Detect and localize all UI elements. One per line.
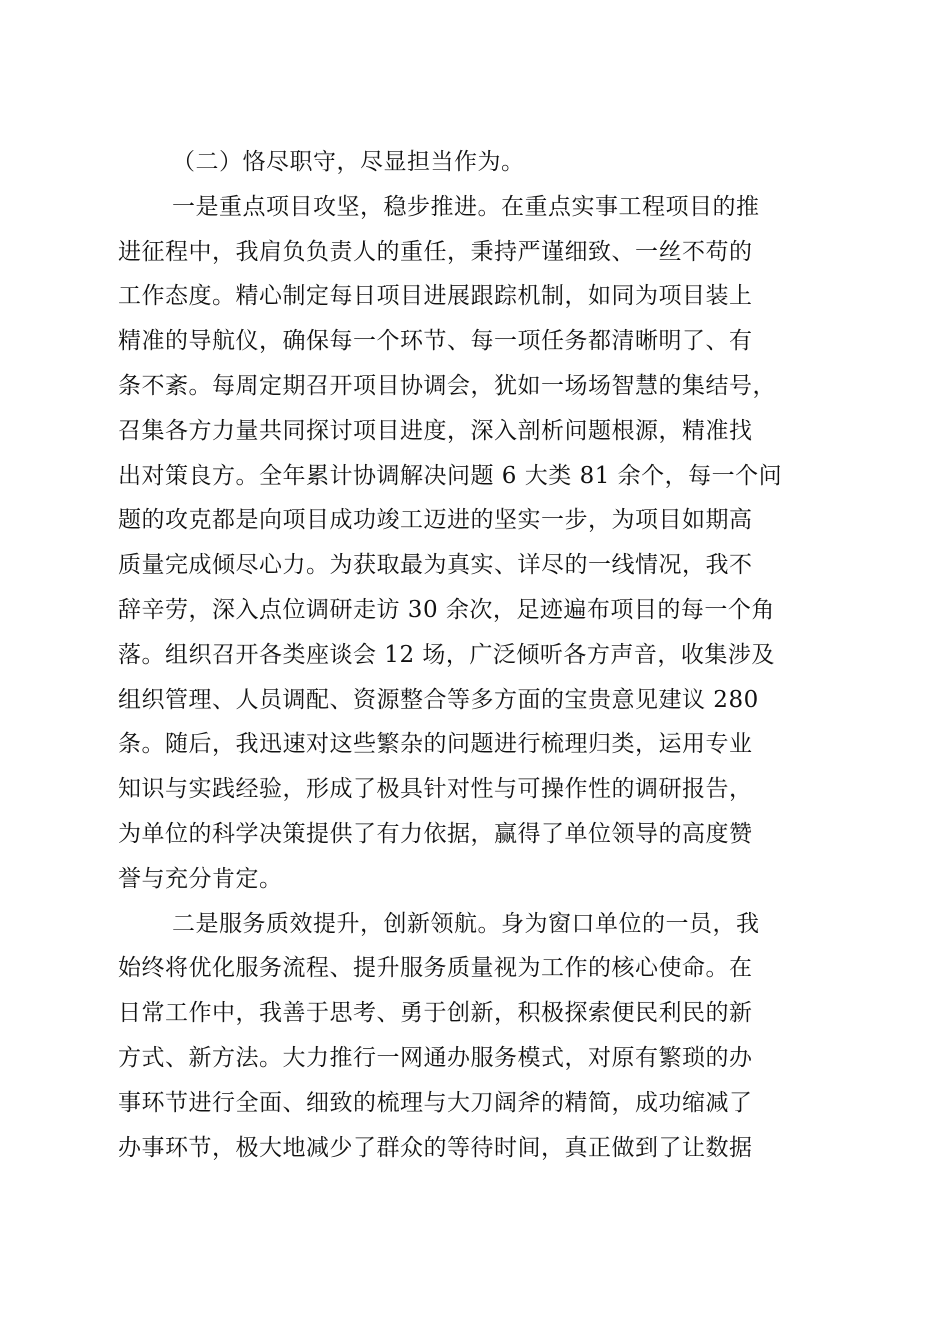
paragraph-line: 一是重点项目攻坚，稳步推进。在重点实事工程项目的推 xyxy=(172,193,760,220)
paragraph-line: 条不紊。每周定期召开项目协调会，犹如一场场智慧的集结号， xyxy=(118,372,776,399)
paragraph-line: 日常工作中，我善于思考、勇于创新，积极探索便民利民的新 xyxy=(118,1000,753,1027)
paragraph-line: 组织管理、人员调配、资源整合等多方面的宝贵意见建议 280 xyxy=(118,686,759,713)
paragraph-line: 质量完成倾尽心力。为获取最为真实、详尽的一线情况，我不 xyxy=(118,552,753,579)
paragraph-line: 事环节进行全面、细致的梳理与大刀阔斧的精简，成功缩减了 xyxy=(118,1089,753,1116)
paragraph-line: 辞辛劳，深入点位调研走访 30 余次，足迹遍布项目的每一个角 xyxy=(118,596,775,623)
paragraph-line: 条。随后，我迅速对这些繁杂的问题进行梳理归类，运用专业 xyxy=(118,731,753,758)
paragraph-line: 出对策良方。全年累计协调解决问题 6 大类 81 余个，每一个问 xyxy=(118,462,783,489)
paragraph-line: 题的攻克都是向项目成功竣工迈进的坚实一步，为项目如期高 xyxy=(118,507,753,534)
paragraph-line: 始终将优化服务流程、提升服务质量视为工作的核心使命。在 xyxy=(118,955,753,982)
paragraph-line: 誉与充分肯定。 xyxy=(118,865,283,892)
paragraph-line: 知识与实践经验，形成了极具针对性与可操作性的调研报告， xyxy=(118,776,753,803)
paragraph-line: 办事环节，极大地减少了群众的等待时间，真正做到了让数据 xyxy=(118,1134,753,1161)
paragraph-service-quality xyxy=(118,902,830,1171)
paragraph-line: 工作态度。精心制定每日项目进展跟踪机制，如同为项目装上 xyxy=(118,283,753,310)
paragraph-line: 方式、新方法。大力推行一网通办服务模式，对原有繁琐的办 xyxy=(118,1044,753,1071)
paragraph-line: 召集各方力量共同探讨项目进度，深入剖析问题根源，精准找 xyxy=(118,417,753,444)
paragraph-line: 落。组织召开各类座谈会 12 场，广泛倾听各方声音，收集涉及 xyxy=(118,641,775,668)
paragraph-key-projects xyxy=(118,185,830,902)
paragraph-line: 精准的导航仪，确保每一个环节、每一项任务都清晰明了、有 xyxy=(118,328,753,355)
paragraph-line: 进征程中，我肩负负责人的重任，秉持严谨细致、一丝不苟的 xyxy=(118,238,753,265)
paragraph-line: 为单位的科学决策提供了有力依据，赢得了单位领导的高度赞 xyxy=(118,820,753,847)
paragraph-line: 二是服务质效提升，创新领航。身为窗口单位的一员，我 xyxy=(172,910,760,937)
document-body xyxy=(118,140,830,1170)
section-heading: （二）恪尽职守，尽显担当作为。 xyxy=(172,149,525,175)
